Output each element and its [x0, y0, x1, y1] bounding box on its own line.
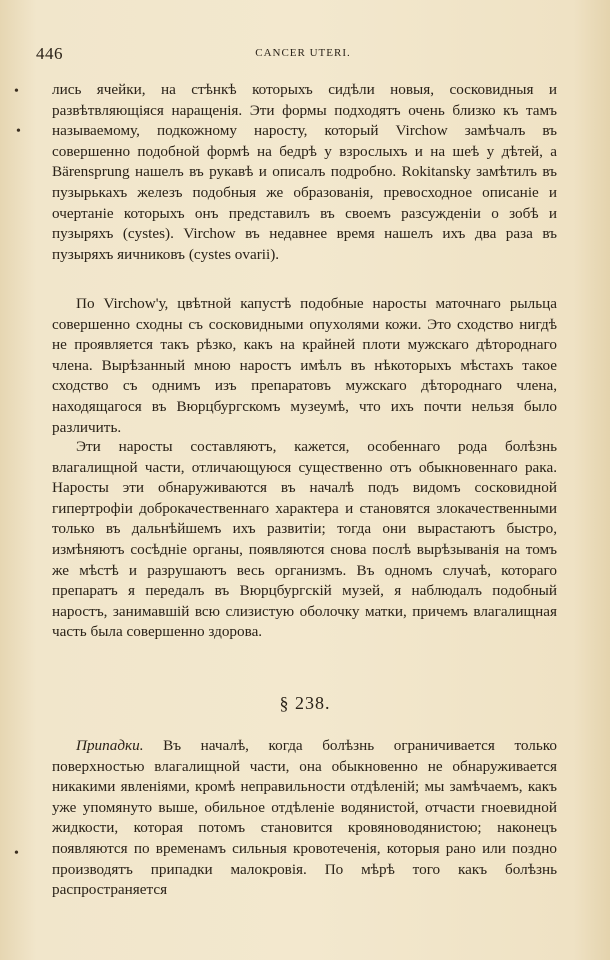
paragraph-3-text: Эти наросты составляютъ, кажется, особеннаго рода болѣзнь влагалищной части, отличающуюся существенно отъ обыкновеннаго рака. Наросты эти обнаруживаются въ началѣ подъ видомъ сосковидной гипертрофіи доброкачественнаго характера и становятся злокачественными только въ дальнѣйшемъ ихъ развитіи; тогда они вырастаютъ быстро, измѣняютъ сосѣдніе органы, появляются снова послѣ вырѣзыванія на томъ же мѣстѣ и разрушаютъ весь организмъ. Въ одномъ случаѣ, котораго препаратъ я передалъ въ Вюрцбургскій музей, я наблюдалъ подобный наростъ, занимавшій всю слизистую оболочку матки, причемъ влагалищная часть была совершенно здорова.: [52, 438, 557, 641]
paragraph-1: [52, 80, 557, 265]
margin-mark: •: [14, 846, 19, 861]
paragraph-2: [52, 294, 557, 438]
paragraph-2-text: По Virchow'у, цвѣтной капустѣ подобные наросты маточнаго рыльца совершенно сходны съ сосковидными опухолями кожи. Это сходство нигдѣ не проявляется такъ рѣзко, какъ на крайней плоти мужскаго дѣтороднаго члена. Вырѣзанный мною наростъ имѣлъ въ нѣкоторыхъ мѣстахъ такое сходство съ однимъ изъ препаратовъ мужскаго дѣтороднаго члена, находящагося въ Вюрцбургскомъ музеумѣ, что ихъ почти нельзя было различить.: [52, 295, 557, 436]
page-header: [36, 44, 570, 64]
paragraph-4-body: Въ началѣ, когда болѣзнь ограничивается только поверхностью влагалищной части, она обыкновенно не обнаруживается никакими явленіями, кромѣ неправильности отдѣленій; мы замѣчаемъ, какъ уже упомянуто выше, обильное отдѣленіе водянистой, отчасти гноевидной жидкости, которая потомъ становится кровяноводянистою; наконецъ появляются по временамъ сильныя кровотеченія, которыя рано или поздно производятъ припадки малокровія. По мѣрѣ того какъ болѣзнь распространяется: [52, 737, 557, 899]
margin-mark: •: [16, 124, 21, 139]
page-number: 446: [36, 44, 63, 63]
paragraph-4: [52, 736, 557, 901]
margin-mark: •: [14, 84, 19, 99]
section-heading: § 238.: [279, 693, 331, 713]
paragraph-1-text: лись ячейки, на стѣнкѣ которыхъ сидѣли новыя, сосковидныя и развѣтвляющіяся наращенія. Эти формы подходятъ очень близко къ тамъ называемому, подкожному наросту, который Virchow замѣчалъ въ совершенно подобной формѣ на бедрѣ у взрослыхъ и на шеѣ у дѣтей, а Bärensprung нашелъ въ рукавѣ и описалъ подробно. Rokitansky замѣтилъ въ пузырькахъ железъ подобныя же образованія, превосходное описаніе и очертаніе которыхъ онъ представилъ въ своемъ разсужденіи о зобѣ и пузыряхъ (cystes). Virchow въ недавнее время нашелъ ихъ два раза въ пузыряхъ яичниковъ (cystes ovarii).: [52, 81, 557, 263]
running-head: CANCER UTERI.: [255, 47, 351, 59]
paragraph-4-lead: Припадки.: [76, 737, 144, 754]
paragraph-4-text: [52, 736, 557, 901]
paragraph-3: [52, 437, 557, 643]
